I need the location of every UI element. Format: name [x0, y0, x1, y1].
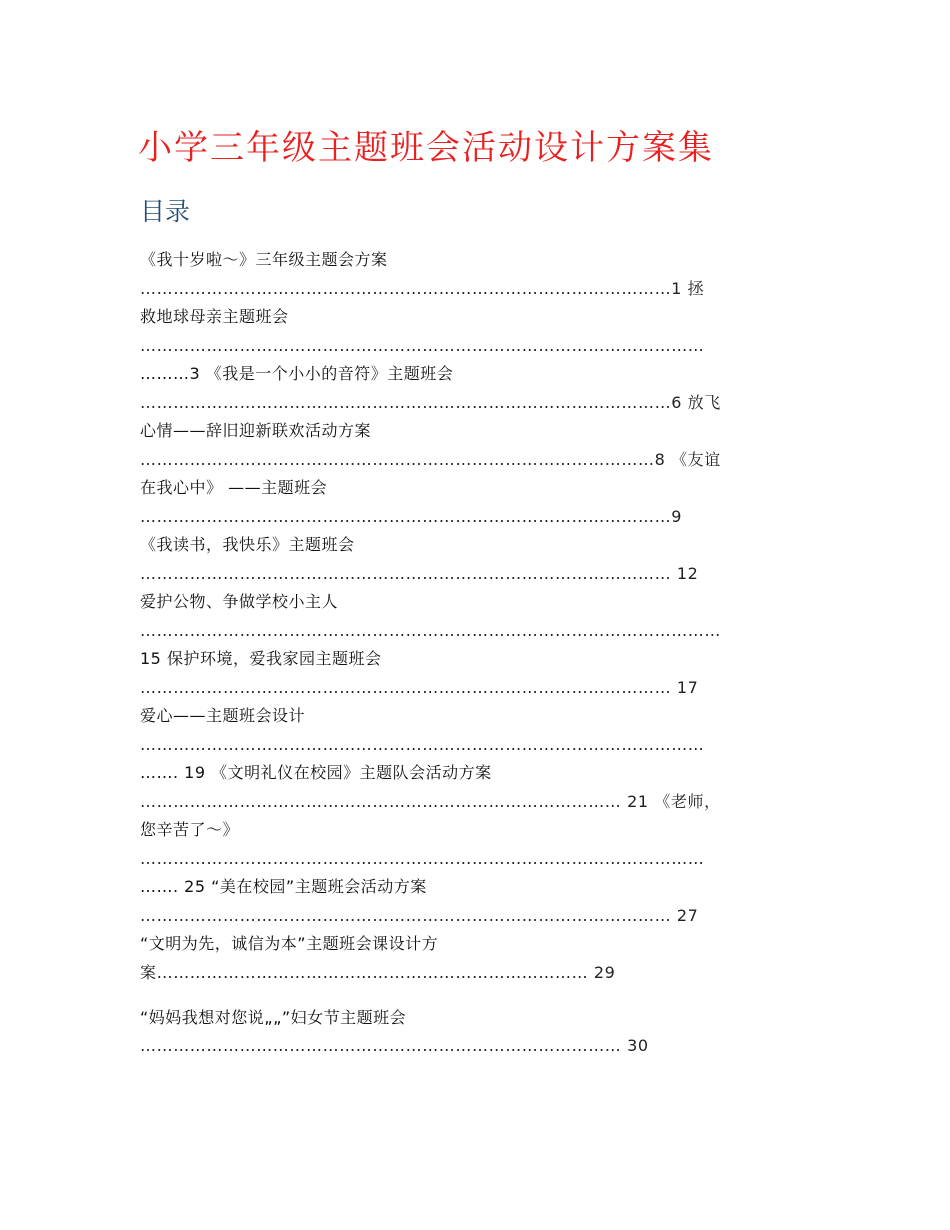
toc-leader-line[interactable]: …………………………………………………………………………………………… [140, 621, 721, 640]
toc-entry-title[interactable]: 15 保护环境，爱我家园主题班会 [140, 649, 382, 668]
toc-entry-title[interactable]: 在我心中》 ——主题班会 [140, 478, 328, 497]
toc-entry-title[interactable]: “文明为先，诚信为本”主题班会课设计方 [140, 934, 439, 953]
toc-leader-line[interactable]: …………………………………………………………………………………… 17 [140, 678, 699, 697]
toc-entry-title[interactable]: ………3 《我是一个小小的音符》主题班会 [140, 364, 454, 383]
toc-leader-line[interactable]: …………………………………………………………………………………8 《友谊 [140, 450, 721, 469]
toc-leader-line[interactable]: ………………………………………………………………………………………… [140, 849, 705, 868]
toc-entry-title[interactable]: 《我读书，我快乐》主题班会 [140, 535, 355, 554]
toc-leader-line[interactable]: ……………………………………………………………………………………9 [140, 507, 682, 526]
toc-heading: 目录 [140, 197, 191, 226]
toc-leader-line[interactable]: …………………………………………………………………………… 30 [140, 1036, 649, 1055]
toc-entry-title[interactable]: ……. 25 “美在校园”主题班会活动方案 [140, 877, 427, 896]
toc-entry-title[interactable]: 救地球母亲主题班会 [140, 307, 289, 326]
toc-leader-line[interactable]: …………………………………………………………………………… 21 《老师， [140, 792, 721, 811]
toc-entry-title[interactable]: 爱护公物、争做学校小主人 [140, 592, 339, 611]
toc-entry-title[interactable]: ……. 19 《文明礼仪在校园》主题队会活动方案 [140, 763, 492, 782]
toc-leader-line[interactable]: ………………………………………………………………………………………… [140, 735, 705, 754]
document-title: 小学三年级主题班会活动设计方案集 [138, 128, 714, 168]
toc-leader-line[interactable]: 案…………………………………………………………………… 29 [140, 963, 616, 982]
toc-entry-title[interactable]: “妈妈我想对您说„„”妇女节主题班会 [140, 1008, 407, 1027]
toc-leader-line[interactable]: …………………………………………………………………………………… 27 [140, 906, 699, 925]
toc-leader-line[interactable]: ……………………………………………………………………………………6 放飞 [140, 393, 721, 412]
toc-entry-title[interactable]: 您辛苦了～》 [140, 820, 240, 839]
toc-entry-title[interactable]: 爱心——主题班会设计 [140, 706, 306, 725]
toc-leader-line[interactable]: ……………………………………………………………………………………1 拯 [140, 279, 705, 298]
toc-leader-line[interactable]: ………………………………………………………………………………………… [140, 336, 705, 355]
toc-entry-title[interactable]: 心情——辞旧迎新联欢活动方案 [140, 421, 372, 440]
toc-leader-line[interactable]: …………………………………………………………………………………… 12 [140, 564, 699, 583]
toc-entry-title[interactable]: 《我十岁啦～》三年级主题会方案 [140, 250, 388, 269]
